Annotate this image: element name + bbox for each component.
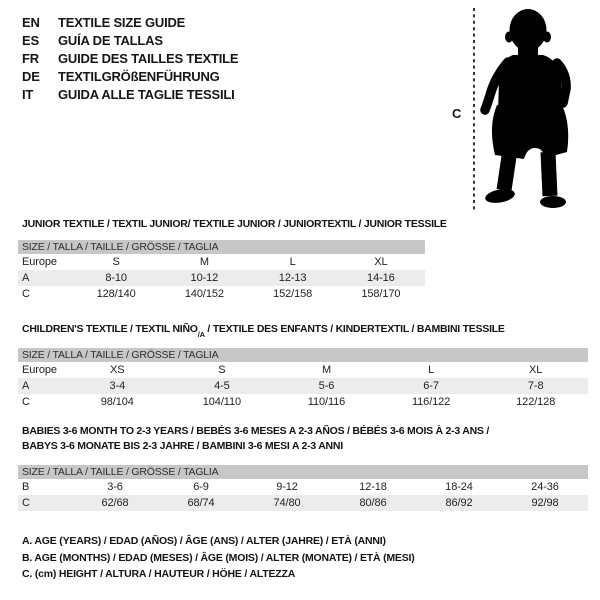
legend-line-b: B. AGE (MONTHS) / EDAD (MESES) / ÂGE (MOIS) / ALTER (MONATE) / ETÀ (MESI)	[22, 551, 415, 564]
cell: 18-24	[445, 481, 473, 493]
row-label: Europe	[22, 256, 57, 268]
language-code: DE	[22, 68, 40, 84]
table-row-europe	[18, 362, 588, 378]
cell: 8-10	[72, 270, 160, 286]
language-text: TEXTILGRÖßENFÜHRUNG	[58, 68, 220, 84]
table-row-height	[18, 394, 588, 410]
cell: 128/140	[96, 288, 136, 300]
title-line-2: BABYS 3-6 MONATE BIS 2-3 JAHRE / BAMBINI 3-6 MESI A 2-3 ANNI	[22, 440, 343, 452]
cell: 14-16	[337, 270, 425, 286]
cell: 12-13	[249, 270, 337, 286]
language-code: ES	[22, 32, 39, 48]
row-label: Europe	[22, 364, 57, 376]
cell: 9-12	[276, 481, 298, 493]
cell: 68/74	[158, 495, 244, 511]
language-code: FR	[22, 50, 39, 66]
cell: 12-18	[359, 481, 387, 493]
cell: 98/104	[100, 396, 134, 408]
cell: M	[199, 256, 209, 268]
cell: 4-5	[170, 378, 275, 394]
cell: 24-36	[531, 481, 559, 493]
row-label: C	[22, 396, 30, 408]
cell: 152/158	[273, 288, 313, 300]
cell: 86/92	[416, 495, 502, 511]
language-row-de	[22, 67, 238, 85]
cell: 74/80	[244, 495, 330, 511]
table-row-age-months	[18, 479, 588, 495]
language-code: EN	[22, 14, 40, 30]
cell: 5-6	[274, 378, 379, 394]
junior-table-title: JUNIOR TEXTILE / TEXTIL JUNIOR/ TEXTILE JUNIOR / JUNIORTEXTIL / JUNIOR TESSILE	[22, 218, 447, 230]
row-label: C	[18, 495, 72, 511]
cell: XL	[374, 256, 388, 268]
title-text: CHILDREN'S TEXTILE / TEXTIL NIÑO	[22, 323, 198, 335]
table-row-age	[18, 270, 425, 286]
height-label: C	[452, 106, 462, 121]
legend	[22, 533, 415, 583]
table-row-europe	[18, 254, 425, 270]
babies-table	[18, 465, 588, 511]
size-header-bar: SIZE / TALLA / TAILLE / GRÖSSE / TAGLIA	[18, 240, 425, 254]
title-line-1: BABIES 3-6 MONTH TO 2-3 YEARS / BEBÉS 3-6 MESES A 2-3 AÑOS / BÉBÉS 3-6 MOIS À 2-3 ANS /	[22, 425, 490, 437]
cell: 10-12	[160, 270, 248, 286]
language-code: IT	[22, 86, 34, 102]
cell: 6-7	[379, 378, 484, 394]
language-text: GUÍA DE TALLAS	[58, 32, 163, 48]
size-header-bar: SIZE / TALLA / TAILLE / GRÖSSE / TAGLIA	[18, 348, 588, 362]
row-label: A	[18, 378, 65, 394]
cell: 104/110	[202, 396, 242, 408]
title-subscript: /A	[197, 330, 205, 340]
baby-height-figure	[440, 0, 600, 215]
cell: L	[289, 256, 296, 268]
babies-table-title	[22, 424, 489, 454]
size-header-bar: SIZE / TALLA / TAILLE / GRÖSSE / TAGLIA	[18, 465, 588, 479]
table-row-height	[18, 286, 425, 302]
children-table	[18, 348, 588, 410]
language-text: GUIDE DES TAILLES TEXTILE	[58, 50, 239, 66]
cell: 3-4	[65, 378, 170, 394]
children-table-title	[22, 322, 505, 340]
cell: 92/98	[502, 495, 588, 511]
cell: S	[112, 256, 120, 268]
title-text: / TEXTILE DES ENFANTS / KINDERTEXTIL / BAMBINI TESSILE	[204, 323, 505, 335]
table-row-height	[18, 495, 588, 511]
cell: 6-9	[193, 481, 209, 493]
legend-line-a: A. AGE (YEARS) / EDAD (AÑOS) / ÂGE (ANS) / ALTER (JAHRE) / ETÀ (ANNI)	[22, 535, 386, 547]
language-row-en	[22, 13, 238, 31]
language-row-fr	[22, 49, 238, 67]
cell: 158/170	[361, 288, 401, 300]
cell: M	[321, 364, 332, 376]
language-row-it	[22, 85, 238, 103]
baby-silhouette	[440, 0, 600, 215]
cell: XL	[529, 364, 543, 376]
legend-line-c: C. (cm) HEIGHT / ALTURA / HAUTEUR / HÖHE / ALTEZZA	[22, 568, 296, 580]
cell: 3-6	[107, 481, 123, 493]
cell: XS	[110, 364, 125, 376]
language-list	[22, 13, 238, 103]
language-text: GUIDA ALLE TAGLIE TESSILI	[58, 86, 235, 102]
row-label: B	[22, 481, 30, 493]
cell: 7-8	[483, 378, 588, 394]
baby-legs	[504, 150, 550, 196]
cell: L	[428, 364, 435, 376]
cell: 110/116	[307, 396, 346, 408]
language-row-es	[22, 31, 238, 49]
table-row-age	[18, 378, 588, 394]
row-label: C	[22, 288, 30, 300]
cell: S	[218, 364, 226, 376]
cell: 116/122	[411, 396, 451, 408]
cell: 62/68	[72, 495, 158, 511]
cell: 140/152	[184, 288, 224, 300]
row-label: A	[18, 270, 72, 286]
cell: 80/86	[330, 495, 416, 511]
junior-table	[18, 240, 425, 302]
cell: 122/128	[516, 396, 556, 408]
language-text: TEXTILE SIZE GUIDE	[58, 14, 186, 30]
